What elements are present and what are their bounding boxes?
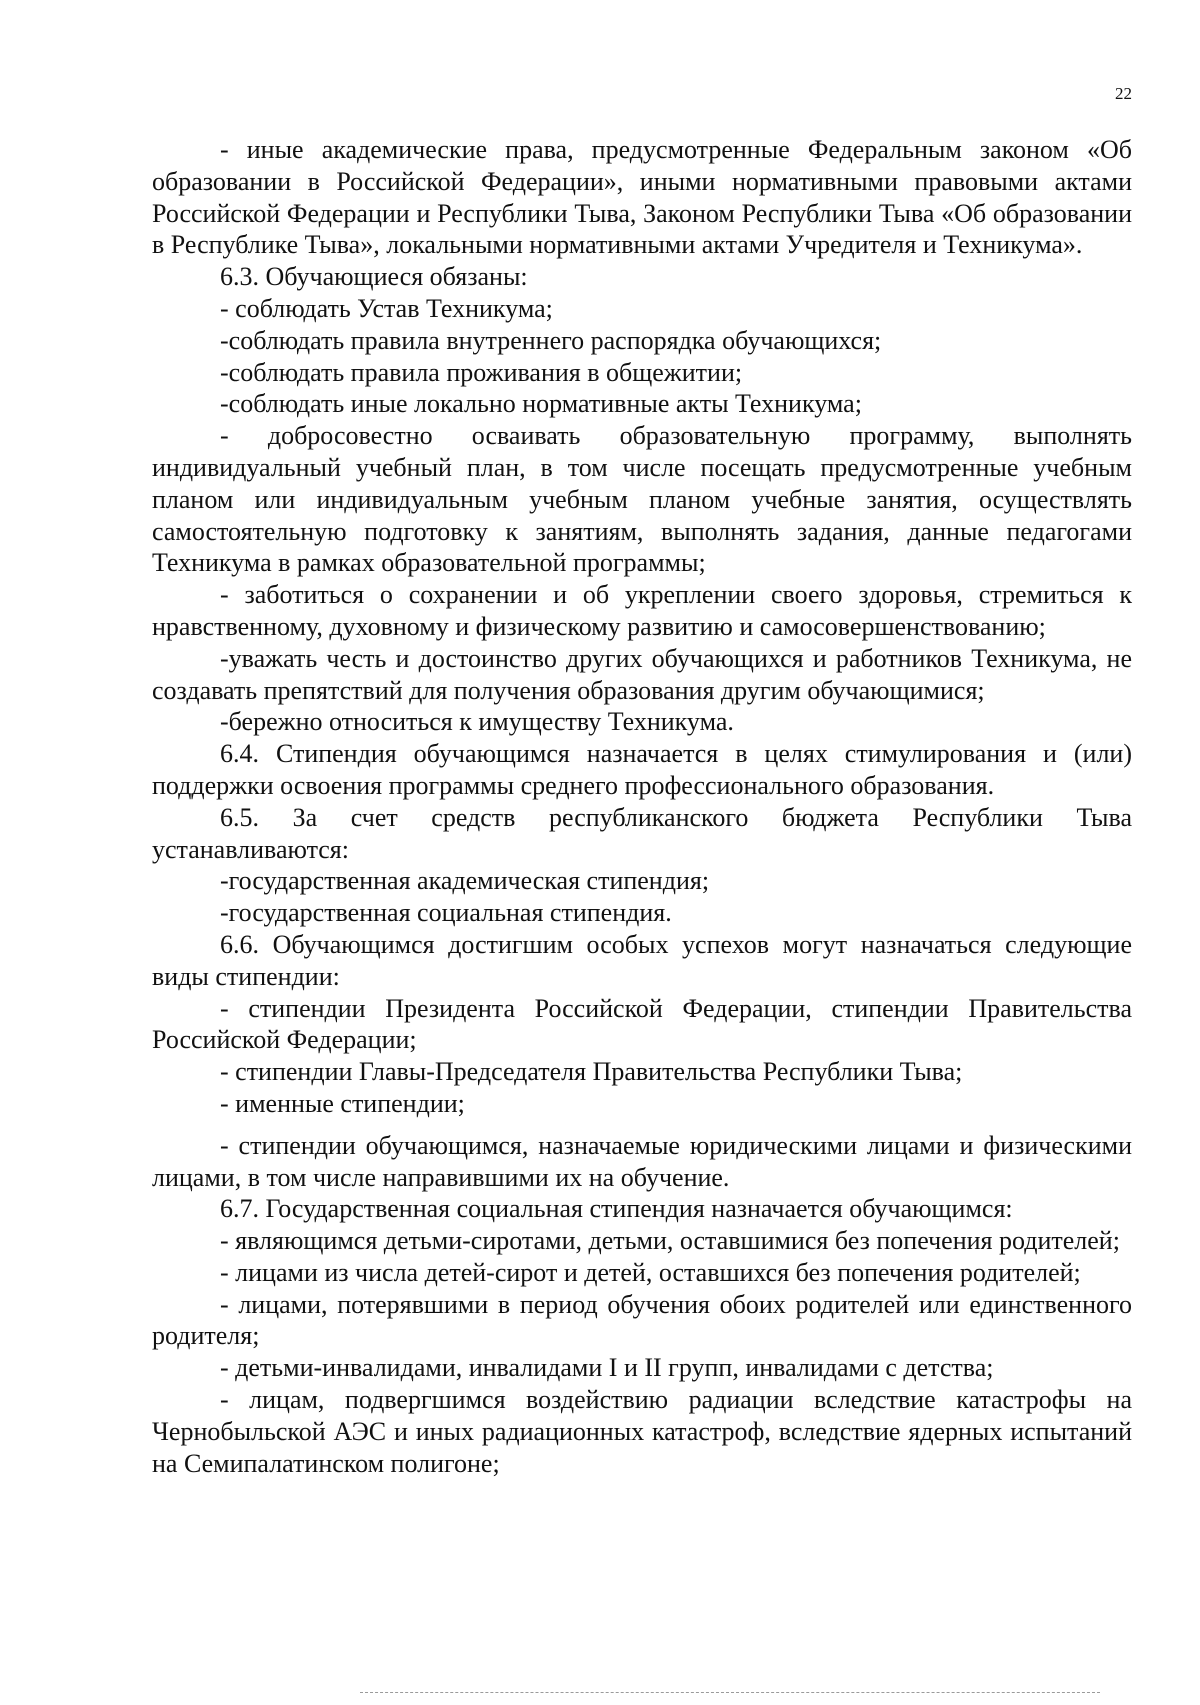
list-item-academic-stipend: -государственная академическая стипендия; [220,866,710,896]
list-item-legal-entity-stipend: - стипендии обучающимся, назначаемые юридическими лицами и физическими лицами, в том числе направившими их на обучение. [152,1130,1132,1192]
list-item-lost-parents: - лицами, потерявшими в период обучения обоих родителей или единственного родителя; [152,1289,1132,1351]
list-item-president-stipend: - стипендии Президента Российской Федерации, стипендии Правительства Российской Федерации; [152,993,1132,1055]
list-item-property: -бережно относиться к имуществу Техникума. [220,707,734,737]
list-item-head-stipend: - стипендии Главы-Председателя Правительства Республики Тыва; [220,1057,963,1087]
section-6-6: 6.6. Обучающимся достигшим особых успехов могут назначаться следующие виды стипендии: [152,929,1132,991]
footer-scan-line [360,1692,1100,1693]
paragraph-other-academic-rights: - иные академические права, предусмотренные Федеральным законом «Об образовании в Российской Федерации», иными нормативными правовыми актами Российской Федерации и Республики Тыва, Законом Республики Тыва «Об образовании в Республике Тыва», локальными нормативными актами Учредителя и Техникума». [152,135,1132,260]
page-number: 22 [1115,84,1132,103]
list-item-dormitory-rules: -соблюдать правила проживания в общежитии; [220,357,743,387]
list-item-disabled: - детьми-инвалидами, инвалидами I и II групп, инвалидами с детства; [220,1353,994,1383]
list-item-internal-rules: -соблюдать правила внутреннего распорядка обучающихся; [220,325,882,355]
list-item-former-orphans: - лицами из числа детей-сирот и детей, оставшихся без попечения родителей; [220,1257,1081,1287]
list-item-charter: - соблюдать Устав Техникума; [220,293,553,323]
section-6-3-heading: 6.3. Обучающиеся обязаны: [220,262,528,292]
list-item-orphans: - являющимся детьми-сиротами, детьми, оставшимися без попечения родителей; [220,1226,1120,1256]
list-item-radiation: - лицам, подвергшимся воздействию радиации вследствие катастрофы на Чернобыльской АЭС и иных радиационных катастроф, вследствие ядерных испытаний на Семипалатинском полигоне; [152,1385,1132,1478]
list-item-respect: -уважать честь и достоинство других обучающихся и работников Техникума, не создавать препятствий для получения образования другим обучающимися; [152,643,1132,705]
list-item-named-stipend: - именные стипендии; [220,1088,465,1118]
section-6-4: 6.4. Стипендия обучающимся назначается в целях стимулирования и (или) поддержки освоения программы среднего профессионального образования. [152,739,1132,800]
page-body [152,134,1132,1479]
list-item-master-program: - добросовестно осваивать образовательную программу, выполнять индивидуальный учебный план, в том числе посещать предусмотренные учебным планом или индивидуальным учебным планом учебные занятия, осуществлять самостоятельную подготовку к занятиям, выполнять задания, данные педагогами Техникума в рамках образовательной программы; [152,421,1132,578]
section-6-5: 6.5. За счет средств республиканского бюджета Республики Тыва устанавливаются: [152,802,1132,864]
list-item-social-stipend: -государственная социальная стипендия. [220,898,672,928]
list-item-health: - заботиться о сохранении и об укреплении своего здоровья, стремиться к нравственному, духовному и физическому развитию и самосовершенствованию; [152,580,1132,641]
section-6-7: 6.7. Государственная социальная стипендия назначается обучающимся: [220,1194,1013,1224]
list-item-local-acts: -соблюдать иные локально нормативные акты Техникума; [220,389,862,419]
